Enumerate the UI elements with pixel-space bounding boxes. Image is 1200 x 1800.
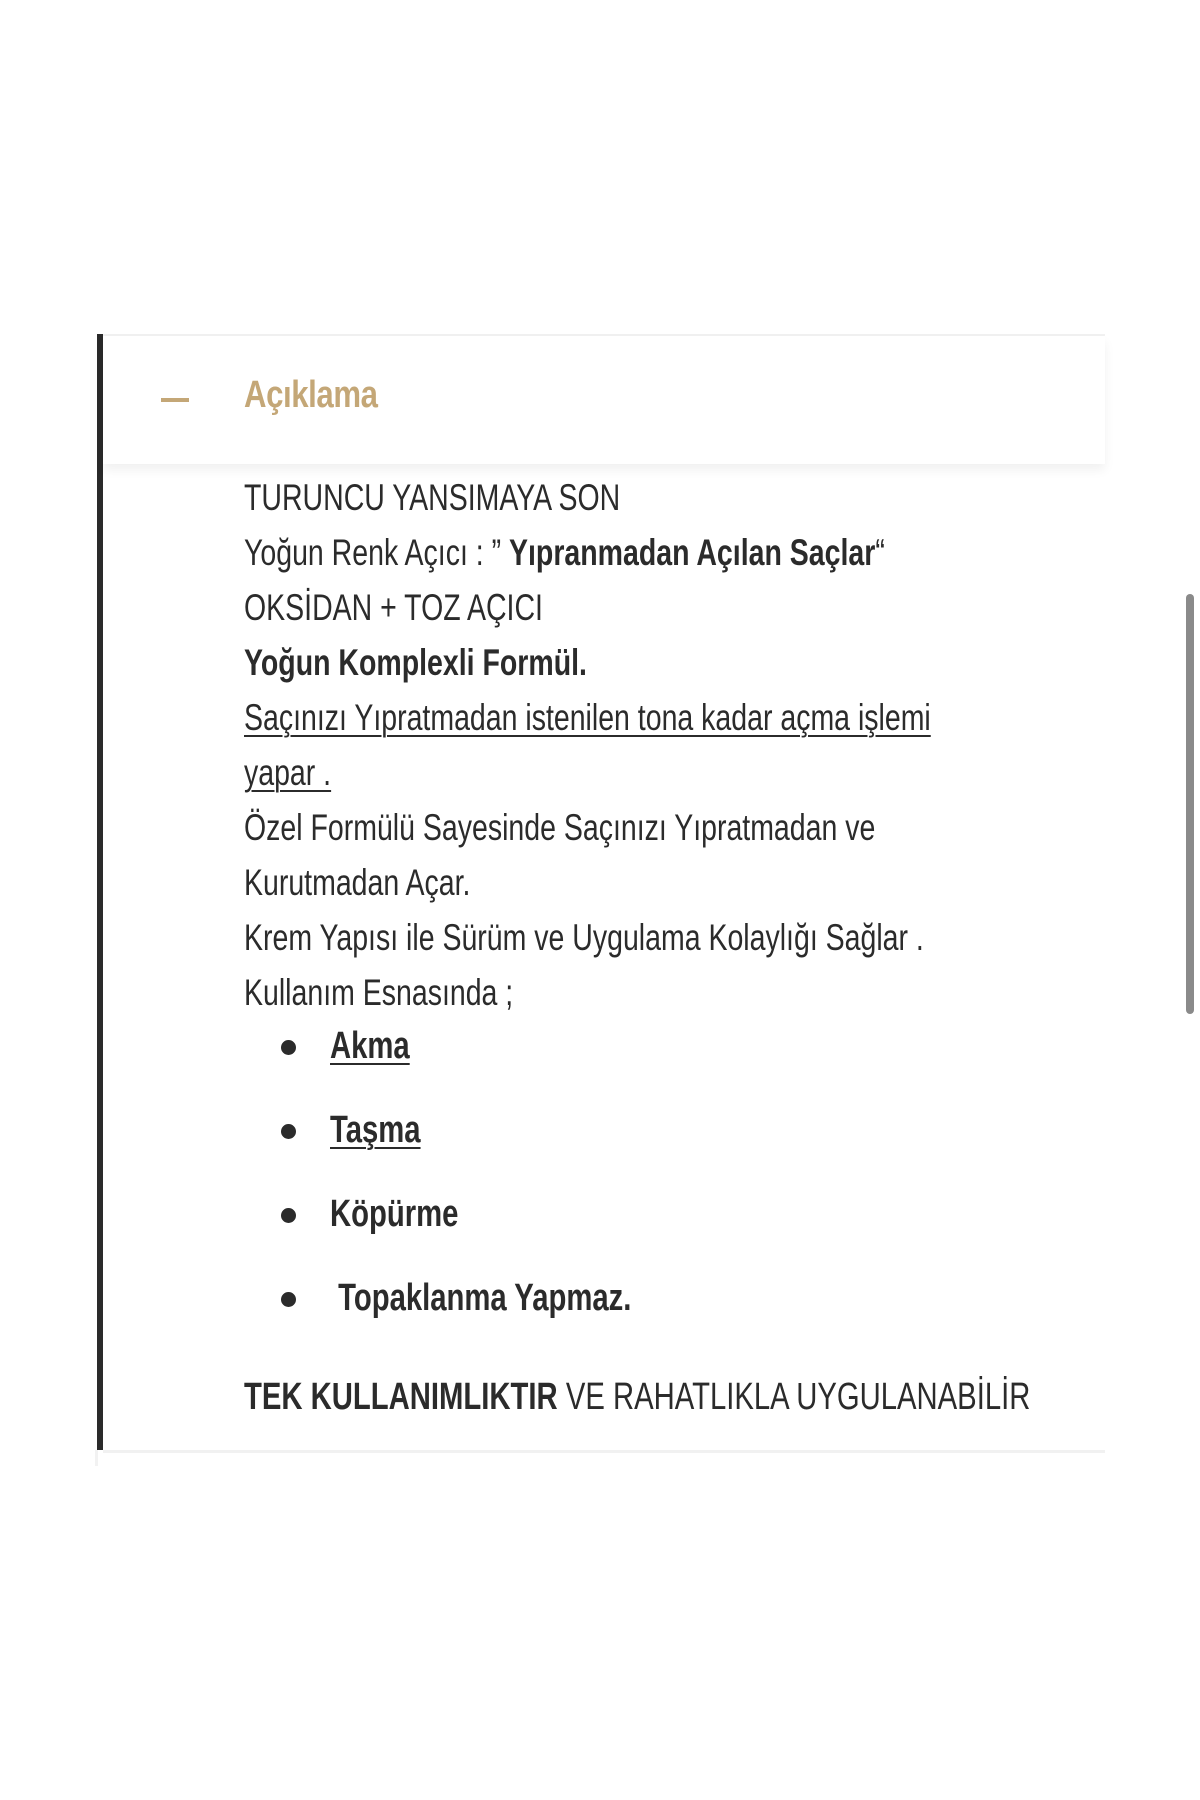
text-line <box>244 800 1104 855</box>
bullet-icon <box>281 1292 296 1307</box>
easy-apply-label: VE RAHATLIKLA UYGULANABİLİR <box>557 1376 1031 1418</box>
special-formula-text-cont: Kurutmadan Açar. <box>244 862 471 903</box>
text-line <box>244 635 1104 690</box>
formula-text: Yoğun Komplexli Formül. <box>244 642 587 683</box>
ingredients-text: OKSİDAN + TOZ AÇICI <box>244 587 543 628</box>
panel-accent-bar <box>97 334 103 1450</box>
text-line <box>244 580 1104 635</box>
accordion-header-description[interactable] <box>103 336 1105 464</box>
single-use-label: TEK KULLANIMLIKTIR <box>244 1376 558 1418</box>
bullet-label: Akma <box>330 1025 410 1067</box>
list-item <box>270 1010 970 1094</box>
description-content <box>244 470 1104 1020</box>
bullet-label: Taşma <box>330 1109 421 1151</box>
bullet-icon <box>281 1208 296 1223</box>
bullet-icon <box>281 1124 296 1139</box>
panel-left-edge <box>95 1450 98 1466</box>
text-line <box>244 690 1104 745</box>
benefit-text-underlined-cont: yapar . <box>244 752 332 793</box>
usage-footer <box>244 1366 1200 1428</box>
usage-intro-text: Kullanım Esnasında ; <box>244 972 514 1013</box>
usage-bullet-list <box>270 1010 970 1346</box>
scrollbar-thumb[interactable] <box>1186 594 1194 1014</box>
headline-text: TURUNCU YANSIMAYA SON <box>244 477 621 518</box>
text-line <box>244 910 1104 965</box>
list-item <box>270 1178 970 1262</box>
cream-structure-text: Krem Yapısı ile Sürüm ve Uygulama Kolaylığı Sağlar . <box>244 917 924 958</box>
bullet-icon <box>281 1040 296 1055</box>
list-item <box>270 1262 970 1346</box>
product-type-text <box>244 525 885 580</box>
special-formula-text: Özel Formülü Sayesinde Saçınızı Yıpratmadan ve <box>244 807 876 848</box>
panel-bottom-divider <box>103 1450 1105 1453</box>
collapse-toggle[interactable] <box>155 336 195 464</box>
product-type-suffix: “ <box>875 532 885 573</box>
text-line <box>244 470 1104 525</box>
list-item <box>270 1094 970 1178</box>
text-line <box>244 525 1104 580</box>
minus-icon <box>161 398 189 402</box>
benefit-text-underlined: Saçınızı Yıpratmadan istenilen tona kadar açma işlemi <box>244 697 931 738</box>
product-type-highlight: Yıpranmadan Açılan Saçlar <box>509 532 876 573</box>
text-line <box>244 855 1104 910</box>
bullet-label: Topaklanma Yapmaz. <box>330 1277 632 1319</box>
text-line <box>244 745 1104 800</box>
product-type-prefix: Yoğun Renk Açıcı : ” <box>244 532 510 573</box>
accordion-title: Açıklama <box>244 374 378 416</box>
bullet-label: Köpürme <box>330 1193 459 1235</box>
usage-footer-text <box>244 1366 1030 1428</box>
